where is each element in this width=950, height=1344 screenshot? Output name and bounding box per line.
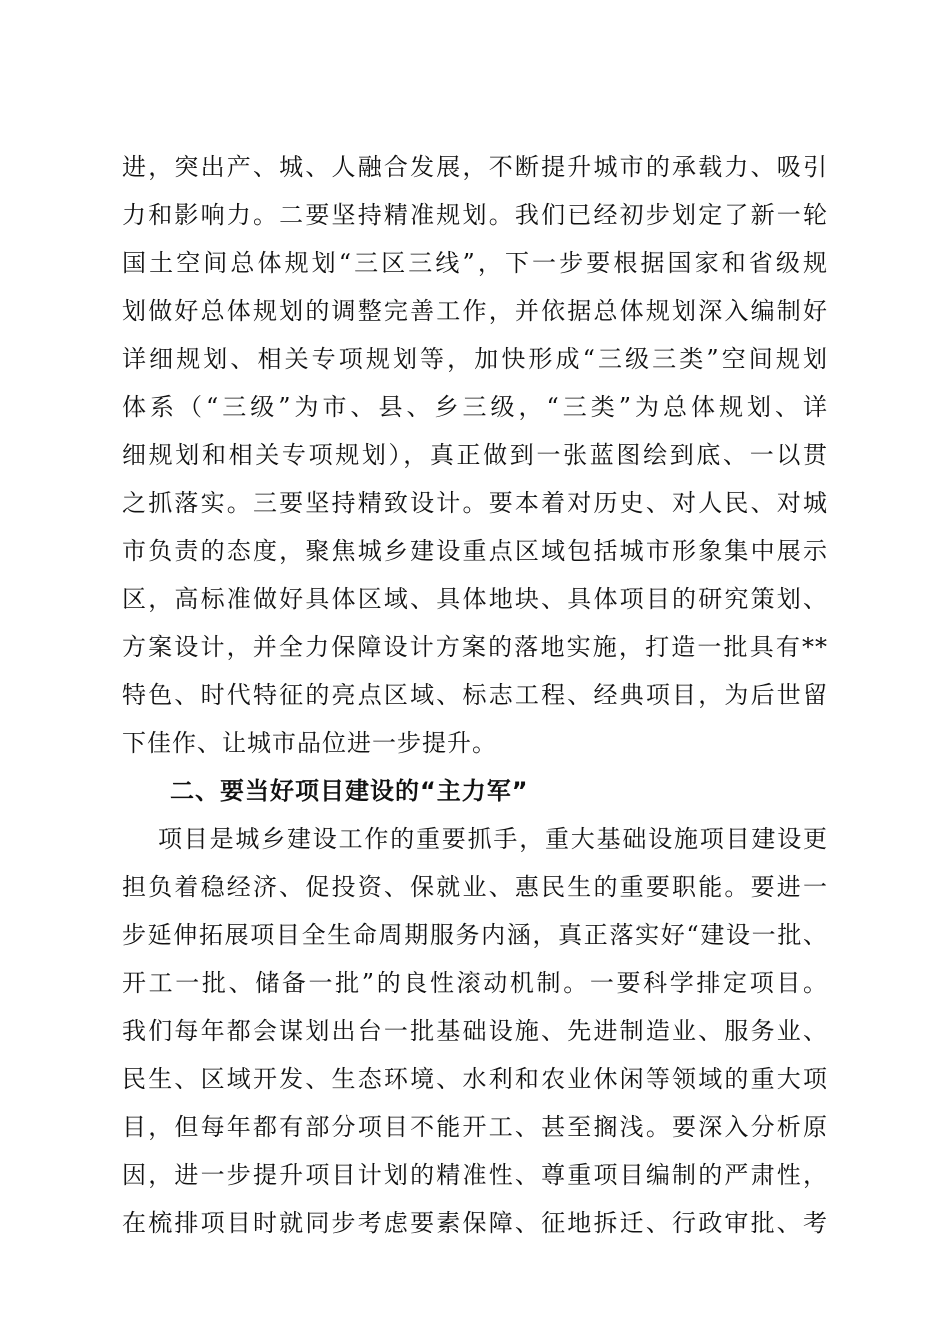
text-line: 因，进一步提升项目计划的精准性、尊重项目编制的严肃性， — [122, 1161, 828, 1189]
section-heading: 二、要当好项目建设的“主力军” — [170, 777, 529, 805]
text-line: 之抓落实。三要坚持精致设计。要本着对历史、对人民、对城 — [122, 489, 828, 517]
text-line: 在梳排项目时就同步考虑要素保障、征地拆迁、行政审批、考 — [122, 1209, 828, 1237]
text-line: 开工一批、储备一批”的良性滚动机制。一要科学排定项目。 — [122, 969, 828, 997]
text-line: 特色、时代特征的亮点区域、标志工程、经典项目，为后世留 — [122, 681, 828, 709]
paragraph-2 — [122, 815, 828, 1247]
text-line: 市负责的态度，聚焦城乡建设重点区域包括城市形象集中展示 — [122, 537, 828, 565]
text-line: 细规划和相关专项规划），真正做到一张蓝图绘到底、一以贯 — [122, 441, 828, 469]
text-line: 进，突出产、城、人融合发展，不断提升城市的承载力、吸引 — [122, 153, 828, 181]
text-line: 体系（“三级”为市、县、乡三级，“三类”为总体规划、详 — [122, 393, 828, 421]
text-line: 划做好总体规划的调整完善工作，并依据总体规划深入编制好 — [122, 297, 828, 325]
text-line: 详细规划、相关专项规划等，加快形成“三级三类”空间规划 — [122, 345, 828, 373]
document-body — [122, 143, 828, 1247]
text-line: 目，但每年都有部分项目不能开工、甚至搁浅。要深入分析原 — [122, 1113, 828, 1141]
text-line: 民生、区域开发、生态环境、水利和农业休闲等领域的重大项 — [122, 1065, 828, 1093]
text-line: 国土空间总体规划“三区三线”，下一步要根据国家和省级规 — [122, 249, 828, 277]
text-line: 项目是城乡建设工作的重要抓手，重大基础设施项目建设更 — [158, 825, 828, 853]
text-line: 我们每年都会谋划出台一批基础设施、先进制造业、服务业、 — [122, 1017, 828, 1045]
paragraph-1 — [122, 143, 828, 767]
text-line: 区，高标准做好具体区域、具体地块、具体项目的研究策划、 — [122, 585, 828, 613]
text-line: 力和影响力。二要坚持精准规划。我们已经初步划定了新一轮 — [122, 201, 828, 229]
text-line: 担负着稳经济、促投资、保就业、惠民生的重要职能。要进一 — [122, 873, 828, 901]
text-line: 方案设计，并全力保障设计方案的落地实施，打造一批具有** — [122, 633, 828, 661]
text-line: 步延伸拓展项目全生命周期服务内涵，真正落实好“建设一批、 — [122, 921, 828, 949]
text-line: 下佳作、让城市品位进一步提升。 — [122, 729, 497, 757]
